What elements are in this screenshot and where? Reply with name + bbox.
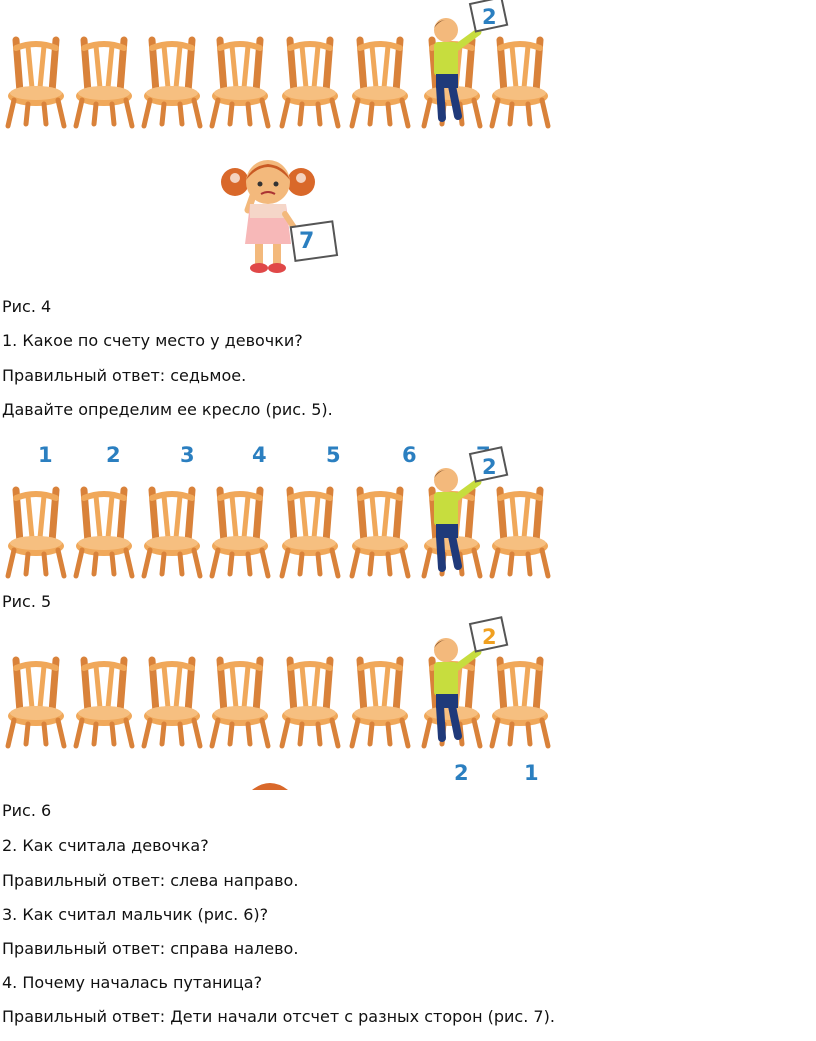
- seat-number: 1: [38, 443, 53, 467]
- partial-head-icon: [250, 780, 290, 792]
- question-3: 3. Как считал мальчик (рис. 6)?: [2, 905, 269, 924]
- figure-6-caption: Рис. 6: [2, 801, 52, 820]
- chair-icon: [352, 40, 408, 126]
- chair-icon: [8, 40, 64, 126]
- figure-4: [0, 0, 816, 316]
- seat-number: 2: [106, 443, 121, 467]
- chair-icon: [282, 40, 338, 126]
- chair-icon: [76, 660, 132, 746]
- chair-icon: [76, 40, 132, 126]
- question-1: 1. Какое по счету место у девочки?: [2, 331, 303, 350]
- chair-icon: [492, 660, 548, 746]
- boy-card-number: 2: [482, 5, 497, 29]
- seat-number: 2: [454, 761, 469, 785]
- answer-4: Правильный ответ: Дети начали отсчет с разных сторон (рис. 7).: [2, 1007, 555, 1026]
- chair-icon: [212, 490, 268, 576]
- figure-4-chairs-row: [0, 5, 816, 150]
- chair-icon: [144, 40, 200, 126]
- seat-number: 6: [402, 443, 417, 467]
- figure-6-chairs-row: [0, 625, 816, 770]
- boy-card-number: 2: [482, 625, 497, 649]
- answer-3: Правильный ответ: справа налево.: [2, 939, 299, 958]
- seat-number: 5: [326, 443, 341, 467]
- chair-icon: [282, 490, 338, 576]
- figure-5-caption: Рис. 5: [2, 592, 52, 611]
- figure-5-chairs-row: [0, 455, 816, 600]
- boy-card-number: 2: [482, 455, 497, 479]
- girl-icon: [215, 152, 345, 282]
- chair-icon: [212, 660, 268, 746]
- chair-icon: [492, 490, 548, 576]
- figure-6: [0, 625, 816, 790]
- girl-card-number: 7: [299, 229, 315, 254]
- chair-icon: [282, 660, 338, 746]
- figure-5: [0, 430, 816, 590]
- chair-icon: [76, 490, 132, 576]
- chair-icon: [492, 40, 548, 126]
- figure-6-seat-numbers: [0, 758, 816, 788]
- chair-icon: [352, 660, 408, 746]
- seat-number: 1: [524, 761, 539, 785]
- answer-2: Правильный ответ: слева направо.: [2, 871, 299, 890]
- chair-icon: [8, 660, 64, 746]
- chair-icon: [212, 40, 268, 126]
- question-2: 2. Как считала девочка?: [2, 836, 209, 855]
- seat-number: 4: [252, 443, 267, 467]
- figure-4-caption: Рис. 4: [2, 297, 52, 316]
- chair-icon: [352, 490, 408, 576]
- question-4: 4. Почему началась путаница?: [2, 973, 263, 992]
- chair-icon: [8, 490, 64, 576]
- chair-icon: [144, 660, 200, 746]
- answer-1: Правильный ответ: седьмое.: [2, 366, 247, 385]
- seat-number: 3: [180, 443, 195, 467]
- intro-figure-5: Давайте определим ее кресло (рис. 5).: [2, 400, 333, 419]
- chair-icon: [144, 490, 200, 576]
